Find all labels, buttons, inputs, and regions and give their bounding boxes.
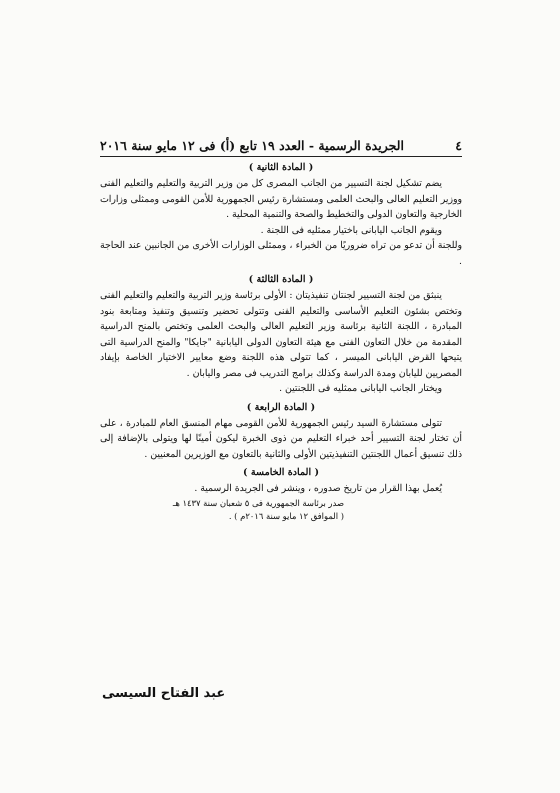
- article-3-paragraph-1: ينبثق من لجنة التسيير لجنتان تنفيذيتان : الأولى برئاسة وزير التربية والتعليم والتعليم الفنى وتختص بشئون التعليم الأساسى والتعليم الفنى وتتولى تحضير وتنسيق وتنفيذ ومتابعة بنود المبادرة ، اللجنة الثانية برئاسة وزير التعليم العالى والبحث العلمى وتختص بالمنح الدراسية المقدمة من خلال التعاون الفنى مع هيئة التعاون الدولى اليابانية "جايكا" والمنح الدراسية التى يتيحها القرض اليابانى الميسر ، كما تتولى هذه اللجنة وضع معايير الاختيار الخاصة بإيفاد المصريين لليابان ومدة الدراسة وكذلك برامج التدريب فى مصر واليابان .: [100, 290, 462, 379]
- running-header: [100, 138, 462, 157]
- issued-at-line: صدر برئاسة الجمهورية فى ٥ شعبان سنة ١٤٣٧ هـ: [172, 497, 344, 508]
- document-page: [100, 138, 462, 523]
- article-2-paragraph-3: وللجنة أن تدعو من تراه ضروريًا من الخبراء ، وممثلى الوزارات الأخرى من الجانبين عند الحاجة .: [100, 240, 462, 267]
- article-3-paragraph-2: ويختار الجانب اليابانى ممثليه فى اللجنتين .: [279, 383, 442, 394]
- article-2-paragraph-1: يضم تشكيل لجنة التسيير من الجانب المصرى كل من وزير التربية والتعليم والتعليم الفنى ووزير التعليم العالى والبحث العلمى ومستشارة رئيس الجمهورية للأمن القومى وممثلى وزارات الخارجية والتعاون الدولى والتخطيط والصحة والتنمية المحلية .: [100, 178, 462, 220]
- article-4-paragraph-1: تتولى مستشارة السيد رئيس الجمهورية للأمن القومى مهام المنسق العام للمبادرة ، على أن تختار لجنة التسيير أحد خبراء التعليم من ذوى الخبرة ليكون أمينًا لها ويتولى بالإضافة إلى ذلك تنسيق أعمال اللجنتين التنفيذيتين الأولى والثانية بالتعاون مع الوزيرين المعنيين .: [100, 417, 462, 460]
- article-4-heading: ( المادة الرابعة ): [246, 401, 316, 413]
- article-5-heading: ( المادة الخامسة ): [242, 467, 319, 478]
- article-5-paragraph-1: يُعمل بهذا القرار من تاريخ صدوره ، وينشر فى الجريدة الرسمية .: [194, 483, 442, 494]
- page-number: ٤: [455, 138, 462, 153]
- gazette-title: الجريدة الرسمية - العدد ١٩ تابع (أ) فى ١٢ مايو سنة ٢٠١٦: [100, 138, 404, 153]
- article-2-heading: ( المادة الثانية ): [248, 162, 314, 173]
- article-2-paragraph-2: ويقوم الجانب اليابانى باختيار ممثليه فى اللجنة .: [260, 224, 442, 236]
- president-signature: عبد الفتاح السيسى: [102, 686, 226, 701]
- corresponding-date-line: ( الموافق ١٢ مايو سنة ٢٠١٦م ) .: [228, 510, 344, 521]
- article-3-heading: ( المادة الثالثة ): [248, 274, 314, 285]
